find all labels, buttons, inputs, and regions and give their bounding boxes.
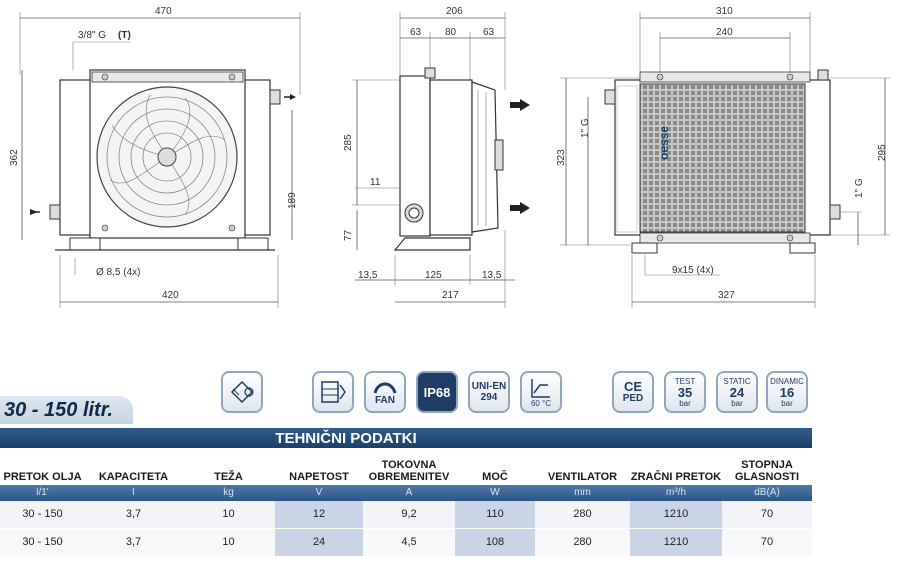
rear-bottom-width: 327 xyxy=(718,290,735,301)
table-cell: 70 xyxy=(722,529,812,556)
side-bottom-width: 217 xyxy=(442,290,459,301)
table-cell: 30 - 150 xyxy=(0,529,85,556)
table-cell: 1210 xyxy=(630,529,722,556)
unit-cell: dB(A) xyxy=(754,487,780,498)
unit-cell: kg xyxy=(223,487,234,498)
header-cell: KAPACITETA xyxy=(98,471,169,483)
table-units-row xyxy=(0,485,812,501)
rear-view xyxy=(556,6,890,308)
header-cell: VENTILATOR xyxy=(547,471,618,483)
unit-cell: m³/h xyxy=(666,487,686,498)
front-port-label: 3/8" G xyxy=(78,30,107,41)
rear-height: 323 xyxy=(556,149,567,166)
model-label: 30 - 150 litr. xyxy=(4,399,113,421)
ce-ped-icon: CE PED xyxy=(612,371,654,413)
front-height: 362 xyxy=(9,149,20,166)
table-cell: 110 xyxy=(455,501,535,528)
table-cell: 280 xyxy=(535,501,630,528)
table-cell: 24 xyxy=(275,529,363,556)
side-top-width: 206 xyxy=(446,6,463,17)
front-bottom-width: 420 xyxy=(162,290,179,301)
side-small: 11 xyxy=(370,177,381,188)
side-seg2: 80 xyxy=(445,27,457,38)
side-view xyxy=(343,6,530,308)
table-row xyxy=(0,501,812,529)
side-base-height: 77 xyxy=(343,229,354,241)
table-cell: 9,2 xyxy=(363,501,455,528)
table-cell: 3,7 xyxy=(85,501,182,528)
side-seg3: 63 xyxy=(483,27,495,38)
temperature-icon: 60 °C xyxy=(520,371,562,413)
front-top-width: 470 xyxy=(155,6,172,17)
table-title: TEHNIČNI PODATKI xyxy=(275,430,417,447)
fan-icon: FAN xyxy=(364,371,406,413)
table-cell: 10 xyxy=(182,501,275,528)
side-bot1: 13,5 xyxy=(358,270,378,281)
header-cell: NAPETOST xyxy=(289,471,349,483)
table-cell: 12 xyxy=(275,501,363,528)
table-title-bar xyxy=(0,428,812,448)
front-port-tag: (T) xyxy=(118,30,131,41)
table-cell: 1210 xyxy=(630,501,722,528)
side-seg1: 63 xyxy=(410,27,422,38)
unit-cell: l xyxy=(132,487,135,498)
unit-cell: l/1' xyxy=(36,487,49,498)
side-height: 285 xyxy=(343,134,354,151)
front-hole-label: Ø 8,5 (4x) xyxy=(96,267,141,278)
table-cell: 3,7 xyxy=(85,529,182,556)
table-cell: 30 - 150 xyxy=(0,501,85,528)
dinamic-icon: DINAMIC 16 bar xyxy=(766,371,808,413)
table-row xyxy=(0,529,812,557)
static-icon: STATIC 24 bar xyxy=(716,371,758,413)
header-cell: PRETOK OLJA xyxy=(3,471,82,483)
front-view xyxy=(9,6,300,308)
header-cell: MOČ xyxy=(482,471,508,483)
cooler-diagram-icon xyxy=(312,371,354,413)
unit-cell: mm xyxy=(574,487,591,498)
header-cell: STOPNJA GLASNOSTI xyxy=(734,459,800,483)
header-cell: ZRAČNI PRETOK xyxy=(630,471,722,483)
header-cell: TEŽA xyxy=(214,471,243,483)
ip68-icon: IP68 xyxy=(416,371,458,413)
rear-port-top: 1" G xyxy=(580,118,591,138)
front-pos-height: 189 xyxy=(287,192,298,209)
rear-port-bottom: 1" G xyxy=(854,178,865,198)
feature-icons xyxy=(0,371,900,421)
table-cell: 10 xyxy=(182,529,275,556)
unit-cell: A xyxy=(405,487,413,498)
table-cell: 70 xyxy=(722,501,812,528)
rear-inner-width: 240 xyxy=(716,27,733,38)
spec-table xyxy=(0,452,812,557)
table-cell: 4,5 xyxy=(363,529,455,556)
rear-brand: oesse xyxy=(657,125,671,160)
rear-top-width: 310 xyxy=(716,6,733,17)
unit-cell: V xyxy=(315,487,323,498)
rear-right-height: 295 xyxy=(877,144,888,161)
header-cell: TOKOVNA OBREMENITEV xyxy=(368,459,450,483)
table-cell: 108 xyxy=(455,529,535,556)
side-bot2: 125 xyxy=(425,270,442,281)
table-cell: 280 xyxy=(535,529,630,556)
test-icon: TEST 35 bar xyxy=(664,371,706,413)
unit-cell: W xyxy=(490,487,500,498)
heat-exchanger-icon xyxy=(221,371,263,413)
table-header-row xyxy=(0,452,812,485)
side-bot3: 13,5 xyxy=(482,270,502,281)
rear-slot-label: 9x15 (4x) xyxy=(672,265,714,276)
uni-en-icon: UNI-EN 294 xyxy=(468,371,510,413)
